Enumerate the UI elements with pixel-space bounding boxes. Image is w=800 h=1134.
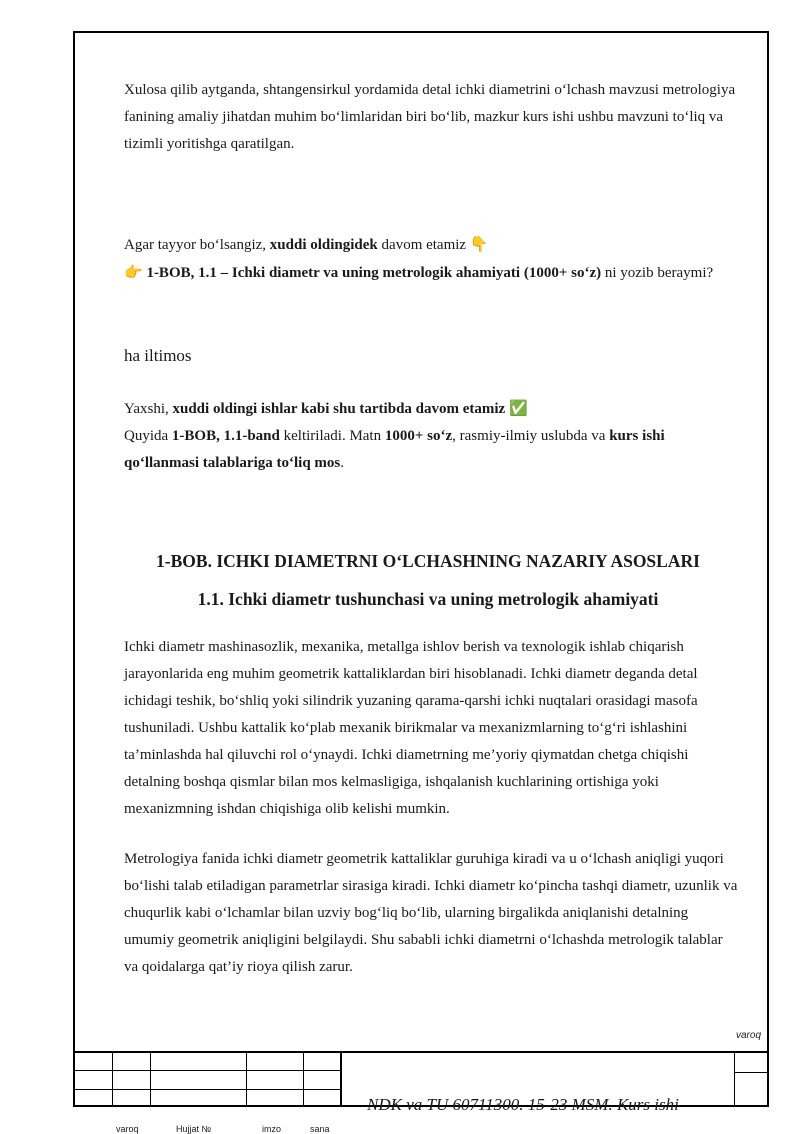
- intro-paragraph: Xulosa qilib aytganda, shtangensirkul yordamida detal ichki diametrini o‘lchash mavzusi metrologiya fanining amaliy jihatdan muhim bo‘limlaridan biri bo‘lib, mazkur kurs ishi ushbu mavzuni to‘liq va tizimli yoritishga qaratilgan.: [124, 82, 736, 152]
- title-block-row-line: [73, 1089, 341, 1090]
- column-label-date: sana: [310, 1124, 330, 1134]
- answer-bold-4: kurs ishi qo‘llanmasi talablariga to‘liq mos: [124, 428, 665, 471]
- title-block-top-border: [73, 1051, 769, 1053]
- user-reply: ha iltimos: [124, 346, 192, 365]
- prompt-text-3: ni yozib beraymi?: [601, 265, 714, 281]
- document-code: NDK va TU 60711300. 15-23 MSM. Kurs ishi: [367, 1095, 679, 1114]
- title-block-col-line: [112, 1051, 113, 1107]
- column-label-signature: imzo: [262, 1124, 282, 1134]
- body-paragraph-2: Metrologiya fanida ichki diametr geometrik kattaliklar guruhiga kiradi va u o‘lchash aniqligi yuqori bo‘lishi talab etiladigan parametrlar sirasiga kiradi. Ichki diametr ko‘pincha tashqi diametr, uzunlik va chuqurlik kabi o‘lchamlar bilan uzviy bog‘liq bo‘lib, ularning birgalikda aniqlanishi detalning umumiy geometrik aniqligini belgilaydi. Shu sababli ichki diametrni o‘lchashda metrologik talablar va qoidalarga qat’iy rioya qilish zarur.: [124, 851, 738, 975]
- answer-bold-2: 1-BOB, 1.1-band: [171, 428, 280, 444]
- pointing-down-icon: 👇: [469, 235, 489, 253]
- pointing-right-icon: 👉: [124, 263, 143, 281]
- prompt-text-2: davom etamiz: [377, 237, 470, 253]
- check-mark-icon: ✅: [508, 399, 528, 417]
- answer-text-2: Quyida: [124, 428, 172, 444]
- prompt-bold: xuddi oldingidek: [269, 237, 378, 253]
- answer-bold-3: 1000+ so‘z: [384, 428, 453, 444]
- title-block-col-line: [246, 1051, 247, 1107]
- column-label-sheet: varoq: [116, 1124, 139, 1134]
- title-block-col-line: [150, 1051, 151, 1107]
- answer-bold: xuddi oldingi ishlar kabi shu tartibda davom etamiz: [172, 401, 506, 417]
- answer-intro: [124, 395, 739, 477]
- section-title: 1.1. Ichki diametr tushunchasi va uning metrologik ahamiyati: [197, 589, 659, 609]
- body-paragraph-1: Ichki diametr mashinasozlik, mexanika, metallga ishlov berish va texnologik ishlab chiqarish jarayonlarida eng muhim geometrik kattaliklardan biri hisoblanadi. Ichki diametr deganda detal ichidagi teshik, bo‘shliq yoki silindrik yuzaning qarama-qarshi ichki nuqtalari orasidagi masofa tushuniladi. Ushbu kattalik ko‘plab mexanik birikmalar va mexanizmlarning to‘g‘ri ishlashini ta’minlashda hal qiluvchi rol o‘ynaydi. Ichki diametrning me’yoriy qiymatdan chetga chiqishi detalning boshqa qismlar bilan mos kelmasligiga, ishqalanish kuchlarining ortishiga yoki mexanizmning ishdan chiqishiga olib kelishi mumkin.: [124, 639, 698, 817]
- answer-text-4: , rasmiy-ilmiy uslubda va: [452, 428, 610, 444]
- title-block-row-line: [73, 1070, 341, 1071]
- title-block-col-line: [734, 1051, 735, 1107]
- answer-text: Yaxshi,: [124, 401, 173, 417]
- prompt-text: Agar tayyor bo‘lsangiz,: [124, 237, 270, 253]
- continue-prompt: [124, 231, 739, 287]
- title-block-col-line: [303, 1051, 304, 1107]
- column-label-doc-number: Hujjat №: [176, 1124, 212, 1134]
- answer-text-5: .: [340, 455, 345, 471]
- title-block-row-line: [734, 1072, 769, 1073]
- title-block-col-line: [340, 1051, 342, 1107]
- answer-text-3: keltiriladi. Matn: [279, 428, 385, 444]
- sheet-label: varoq: [736, 1030, 762, 1041]
- chapter-title: 1-BOB. ICHKI DIAMETRNI O‘LCHASHNING NAZARIY ASOSLARI: [156, 551, 700, 571]
- prompt-chapter-bold: 1-BOB, 1.1 – Ichki diametr va uning metrologik ahamiyati (1000+ so‘z): [142, 265, 602, 281]
